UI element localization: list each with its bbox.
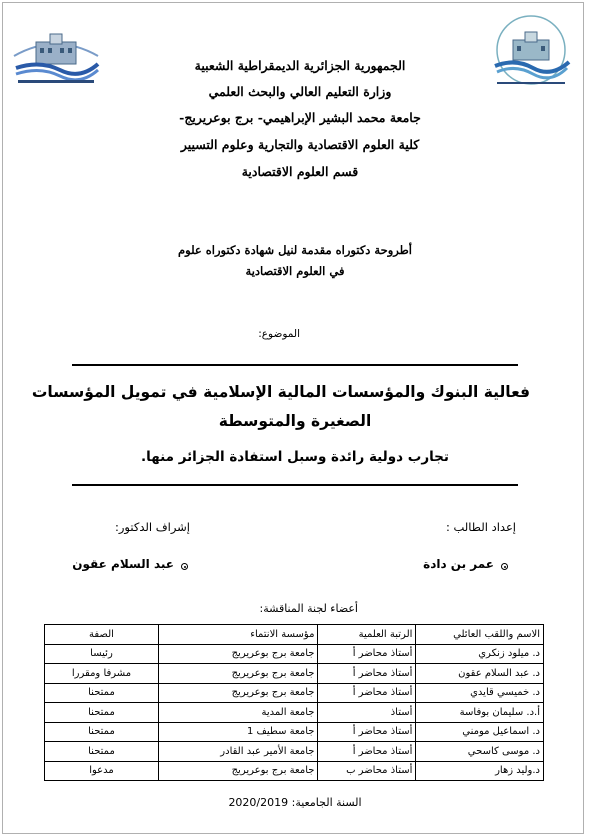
thesis-title-line2: الصغيرة والمتوسطة: [218, 412, 372, 430]
header-ministry: وزارة التعليم العالي والبحث العلمي: [208, 84, 392, 99]
member-role: ممتحنا: [45, 722, 159, 742]
committee-header-row: [45, 625, 544, 645]
member-name: أ.د. سليمان بوفاسة: [416, 703, 544, 723]
university-logo-left: [10, 12, 102, 90]
member-rank: أستاذ محاضر أ: [318, 644, 416, 664]
member-name: د. اسماعيل مومني: [416, 722, 544, 742]
member-role: ممتحنا: [45, 683, 159, 703]
committee-table: [44, 624, 544, 781]
supervisor-name: عبد السلام عقون: [72, 557, 174, 571]
member-role: مدعوا: [45, 761, 159, 781]
table-row: [45, 742, 544, 762]
table-row: [45, 722, 544, 742]
member-role: ممتحنا: [45, 742, 159, 762]
member-institution: جامعة سطيف 1: [158, 722, 317, 742]
col-header-institution: مؤسسة الانتماء: [158, 625, 317, 645]
member-rank: أستاذ: [318, 703, 416, 723]
table-row: [45, 703, 544, 723]
header-faculty: كلية العلوم الاقتصادية والتجارية وعلوم التسيير: [180, 137, 420, 152]
member-institution: جامعة برج بوعريريج: [158, 644, 317, 664]
member-rank: أستاذ محاضر أ: [318, 742, 416, 762]
header-university: جامعة محمد البشير الإبراهيمي- برج بوعريريج-: [179, 110, 421, 125]
member-name: د. خميسي قايدي: [416, 683, 544, 703]
member-name: د. ميلود زنكري: [416, 644, 544, 664]
col-header-name: الاسم واللقب العائلي: [416, 625, 544, 645]
member-institution: جامعة برج بوعريريج: [158, 761, 317, 781]
university-logo-right: [485, 12, 577, 90]
member-role: رئيسا: [45, 644, 159, 664]
student-label: إعداد الطالب :: [445, 520, 516, 534]
col-header-role: الصفة: [45, 625, 159, 645]
supervisor-bullet-icon: [181, 563, 188, 570]
member-institution: جامعة برج بوعريريج: [158, 683, 317, 703]
member-institution: جامعة الأمير عبد القادر: [158, 742, 317, 762]
header-country: الجمهورية الجزائرية الديمقراطية الشعبية: [194, 58, 406, 73]
member-role: ممتحنا: [45, 703, 159, 723]
academic-year: السنة الجامعية: 2020/2019: [228, 796, 362, 809]
member-institution: جامعة برج بوعريريج: [158, 664, 317, 684]
member-rank: أستاذ محاضر أ: [318, 683, 416, 703]
col-header-rank: الرتبة العلمية: [318, 625, 416, 645]
student-name: عمر بن دادة: [423, 557, 494, 571]
thesis-field: في العلوم الاقتصادية: [245, 264, 345, 278]
table-row: [45, 644, 544, 664]
subject-label: الموضوع:: [258, 328, 300, 340]
thesis-degree: أطروحة دكتوراه مقدمة لنيل شهادة دكتوراه علوم: [178, 243, 412, 257]
table-row: [45, 683, 544, 703]
thesis-subtitle: تجارب دولية رائدة وسبل استفادة الجزائر منها.: [141, 449, 449, 465]
title-rule-bottom: [72, 484, 518, 486]
committee-label: أعضاء لجنة المناقشة:: [259, 602, 358, 615]
member-rank: أستاذ محاضر أ: [318, 664, 416, 684]
member-name: د. موسى كاسحي: [416, 742, 544, 762]
student-bullet-icon: [501, 563, 508, 570]
member-rank: أستاذ محاضر ب: [318, 761, 416, 781]
member-role: مشرفا ومقررا: [45, 664, 159, 684]
title-rule-top: [72, 364, 518, 366]
member-name: د. عبد السلام عقون: [416, 664, 544, 684]
member-institution: جامعة المدية: [158, 703, 317, 723]
header-department: قسم العلوم الاقتصادية: [241, 164, 359, 179]
table-row: [45, 664, 544, 684]
member-rank: أستاذ محاضر أ: [318, 722, 416, 742]
thesis-title-line1: فعالية البنوك والمؤسسات المالية الإسلامية في تمويل المؤسسات: [31, 383, 530, 401]
member-name: د.وليد زهار: [416, 761, 544, 781]
supervisor-label: إشراف الدكتور:: [115, 520, 190, 534]
table-row: [45, 761, 544, 781]
